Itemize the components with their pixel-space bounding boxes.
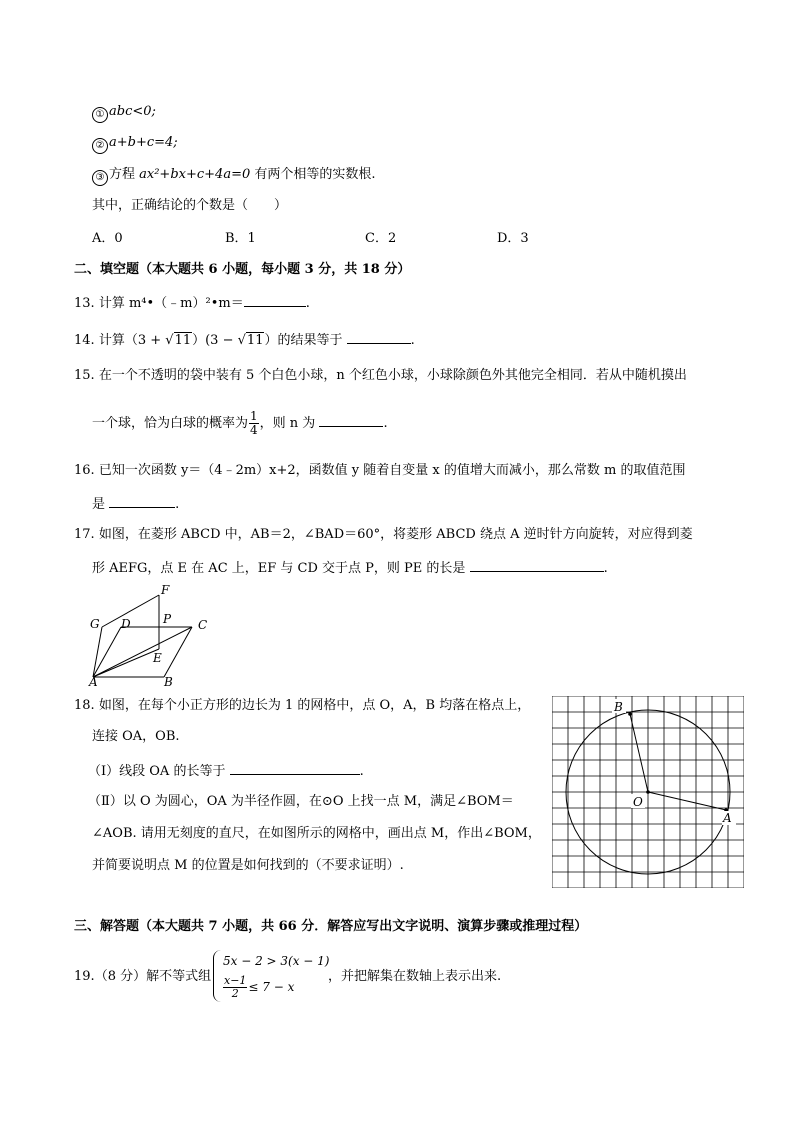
q12-choice-c: C．2: [365, 231, 397, 246]
label-a: A: [723, 811, 732, 825]
label-c: C: [198, 618, 208, 632]
segment-ob: [630, 714, 648, 792]
point-o: [646, 790, 650, 794]
inequality-2: $\frac{x-1}{2}$ ≤ 7 − x: [224, 974, 295, 1000]
question-17-line-1: 17. 如图，在菱形 ABCD 中，AB＝2，∠BAD＝60°，将菱形 ABCD 绕点 A 逆时针方向旋转，对应得到菱: [74, 527, 693, 542]
answer-blank[interactable]: [470, 558, 604, 572]
label-b: B: [614, 700, 623, 714]
inequality-1: 5x − 2 > 3(x − 1): [223, 954, 330, 968]
point-b: [628, 712, 632, 716]
q12-choice-d: D．3: [497, 231, 529, 246]
question-14: 14. 计算（3 + √11）(3 − √11）的结果等于 .: [74, 330, 415, 350]
segment-ac: [93, 627, 192, 677]
system-brace: [213, 950, 222, 1002]
fraction: $\frac{1}{4}$: [250, 409, 258, 437]
label-e: E: [153, 651, 162, 665]
fraction: $\frac{x-1}{2}$: [224, 974, 247, 1000]
question-18-line-2: 连接 OA，OB.: [92, 729, 180, 744]
option-number: ①: [92, 107, 108, 123]
segment-oa: [648, 792, 726, 810]
grid-circle-figure: [552, 696, 744, 888]
question-13: 13. 计算 m⁴•（﹣m）²•m＝ .: [74, 293, 310, 313]
question-18-part-2-line-1: （Ⅱ）以 O 为圆心，OA 为半径作圆，在⊙O 上找一点 M，满足∠BOM＝: [88, 794, 514, 809]
answer-blank[interactable]: [230, 761, 360, 775]
q12-choice-a: A．0: [92, 231, 123, 246]
label-p: P: [163, 612, 172, 626]
q12-option-2: ② a+b+c=4;: [92, 134, 178, 154]
question-16-line-2: 是 .: [92, 494, 179, 514]
label-d: D: [121, 617, 131, 631]
label-g: G: [90, 617, 100, 631]
answer-blank[interactable]: [347, 330, 411, 344]
question-18-part-2-line-3: 并简要说明点 M 的位置是如何找到的（不要求证明）.: [92, 858, 404, 873]
question-17-line-2: 形 AEFG，点 E 在 AC 上，EF 与 CD 交于点 P，则 PE 的长是 .: [92, 558, 608, 578]
section-3-title: 三、解答题（本大题共 7 小题，共 66 分．解答应写出文字说明、演算步骤或推理过程）: [74, 919, 588, 934]
question-15-line-2: 一个球，恰为白球的概率为 $\frac{1}{4}$ ，则 n 为 .: [92, 409, 388, 437]
option-number: ③: [92, 170, 108, 186]
question-19-tail: ，并把解集在数轴上表示出来.: [328, 969, 502, 984]
label-b: B: [164, 675, 173, 688]
answer-blank[interactable]: [319, 413, 383, 427]
label-f: F: [161, 583, 170, 597]
label-o: O: [633, 795, 643, 809]
section-2-title: 二、填空题（本大题共 6 小题，每小题 3 分，共 18 分）: [74, 262, 411, 277]
question-19-intro: 19.（8 分）解不等式组: [74, 969, 212, 984]
answer-blank[interactable]: [244, 293, 306, 307]
answer-blank[interactable]: [109, 494, 175, 508]
question-16-line-1: 16. 已知一次函数 y＝（4﹣2m）x+2，函数值 y 随着自变量 x 的值增大而减小，那么常数 m 的取值范围: [74, 463, 686, 478]
question-15-line-1: 15. 在一个不透明的袋中装有 5 个白色小球，n 个红色小球，小球除颜色外其他完全相同．若从中随机摸出: [74, 368, 687, 383]
rhombus-figure: [86, 580, 216, 688]
q12-choice-b: B．1: [225, 231, 256, 246]
q12-option-1: ① abc<0;: [92, 103, 156, 123]
q12-option-3: ③ 方程 ax²+bx+c+4a=0 有两个相等的实数根.: [92, 166, 376, 186]
q12-question: 其中，正确结论的个数是（ ）: [92, 198, 288, 213]
question-18-part-2-line-2: ∠AOB. 请用无刻度的直尺，在如图所示的网格中，画出点 M，作出∠BOM，: [92, 826, 541, 841]
segment-ae: [93, 649, 159, 677]
question-18-part-1: （Ⅰ）线段 OA 的长等于 .: [88, 761, 364, 781]
question-18-line-1: 18. 如图，在每个小正方形的边长为 1 的网格中，点 O，A，B 均落在格点上，: [74, 698, 531, 713]
option-number: ②: [92, 138, 108, 154]
label-a: A: [89, 675, 98, 688]
